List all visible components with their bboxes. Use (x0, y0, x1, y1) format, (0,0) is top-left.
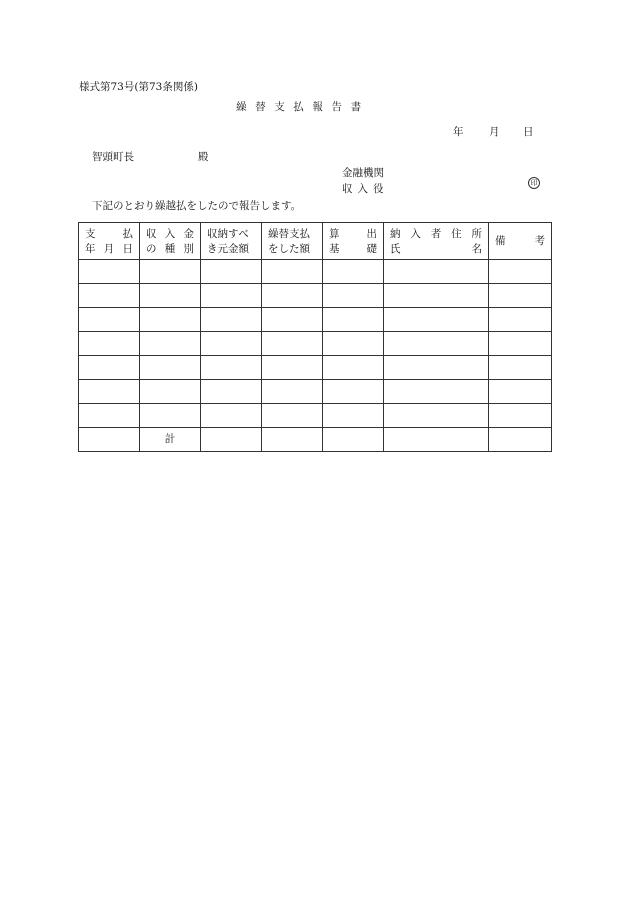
column-header-text: 日 (122, 243, 133, 255)
column-header-text: 考 (534, 235, 545, 247)
column-header-text: 氏 (390, 243, 401, 255)
column-header-text: 住 (451, 228, 462, 240)
table-row (79, 356, 552, 380)
table-cell (140, 380, 201, 404)
cashier-label: 収入役 (342, 183, 389, 195)
total-row (79, 428, 552, 452)
column-header-text: 収 (146, 228, 157, 240)
table-cell (489, 428, 552, 452)
report-table (78, 222, 552, 452)
column-header (323, 223, 384, 260)
table-body (79, 260, 552, 452)
intro-text: 下記のとおり繰越払をしたので報告します。 (92, 200, 302, 212)
table-cell (201, 332, 262, 356)
table-cell (140, 332, 201, 356)
table-cell (384, 428, 489, 452)
table-cell (201, 284, 262, 308)
table-cell (201, 404, 262, 428)
table-row (79, 284, 552, 308)
table-cell (140, 308, 201, 332)
table-cell (140, 356, 201, 380)
column-header-text: 支 (85, 228, 96, 240)
table-cell (323, 428, 384, 452)
table-cell (262, 428, 323, 452)
table-cell (384, 380, 489, 404)
table-cell (384, 260, 489, 284)
column-header-text: 年 (85, 243, 96, 255)
table-cell (262, 356, 323, 380)
table-cell (489, 356, 552, 380)
table-cell (201, 308, 262, 332)
document-title: 繰替支払報告書 (236, 101, 370, 113)
column-header-text: 繰替支払 (268, 228, 310, 240)
seal-mark: 印 (528, 177, 540, 189)
table-cell (489, 260, 552, 284)
table-cell (79, 428, 140, 452)
column-header-text: 入 (164, 228, 176, 240)
column-header-text: の (146, 243, 157, 255)
column-header-text: 入 (410, 228, 421, 240)
table-cell (323, 260, 384, 284)
column-header (384, 223, 489, 260)
column-header-text: 所 (471, 228, 482, 240)
table-cell (384, 356, 489, 380)
table-cell (323, 356, 384, 380)
column-header-text: をした額 (268, 243, 310, 255)
column-header-text: 名 (471, 243, 482, 255)
table-cell (262, 404, 323, 428)
table-cell (489, 380, 552, 404)
table-cell (201, 428, 262, 452)
table-cell (323, 284, 384, 308)
column-header-text: 払 (122, 228, 133, 240)
table-cell (262, 284, 323, 308)
table-cell (489, 284, 552, 308)
table-cell (323, 332, 384, 356)
table-cell (262, 332, 323, 356)
column-header-text: 種 (164, 243, 176, 255)
column-header-text: 者 (430, 228, 442, 240)
table-cell (79, 284, 140, 308)
table-row (79, 380, 552, 404)
table-cell (384, 404, 489, 428)
total-label: 計 (140, 428, 201, 452)
form-number: 様式第73号(第73条関係) (79, 81, 198, 93)
table-cell (489, 332, 552, 356)
column-header (140, 223, 201, 260)
date-year-label: 年 (453, 126, 464, 138)
table-cell (489, 308, 552, 332)
column-header (489, 223, 552, 260)
table-cell (79, 380, 140, 404)
table-cell (323, 308, 384, 332)
table-cell (384, 308, 489, 332)
table-cell (79, 404, 140, 428)
table-cell (384, 284, 489, 308)
table-cell (79, 308, 140, 332)
table-row (79, 308, 552, 332)
table-cell (323, 404, 384, 428)
column-header-text: 出 (366, 228, 377, 240)
table-cell (140, 404, 201, 428)
column-header (79, 223, 140, 260)
table-cell (201, 356, 262, 380)
table-cell (201, 380, 262, 404)
institution-label: 金融機関 (342, 167, 384, 179)
table-header-row (79, 223, 552, 260)
column-header-text: 礎 (366, 243, 377, 255)
table-row (79, 260, 552, 284)
table-cell (140, 260, 201, 284)
table-cell (262, 308, 323, 332)
addressee: 智頭町長 (92, 151, 134, 163)
table-cell (384, 332, 489, 356)
column-header-text: き元金額 (207, 243, 249, 255)
table-cell (201, 260, 262, 284)
column-header-text: 備 (495, 235, 506, 247)
table-cell (79, 332, 140, 356)
column-header (201, 223, 262, 260)
table-cell (489, 404, 552, 428)
table-row (79, 404, 552, 428)
column-header-text: 算 (329, 228, 340, 240)
column-header-text: 納 (390, 228, 401, 240)
table-cell (140, 284, 201, 308)
table-cell (323, 380, 384, 404)
table-row (79, 332, 552, 356)
column-header-text: 収納すべ (207, 228, 249, 240)
table-cell (79, 356, 140, 380)
table-cell (79, 260, 140, 284)
column-header (262, 223, 323, 260)
column-header-text: 基 (329, 243, 340, 255)
column-header-text: 別 (183, 243, 194, 255)
table-cell (262, 380, 323, 404)
date-month-label: 月 (489, 126, 500, 138)
column-header-text: 金 (183, 228, 194, 240)
addressee-suffix: 殿 (198, 151, 209, 163)
column-header-text: 月 (103, 243, 115, 255)
date-day-label: 日 (523, 126, 534, 138)
table-cell (262, 260, 323, 284)
